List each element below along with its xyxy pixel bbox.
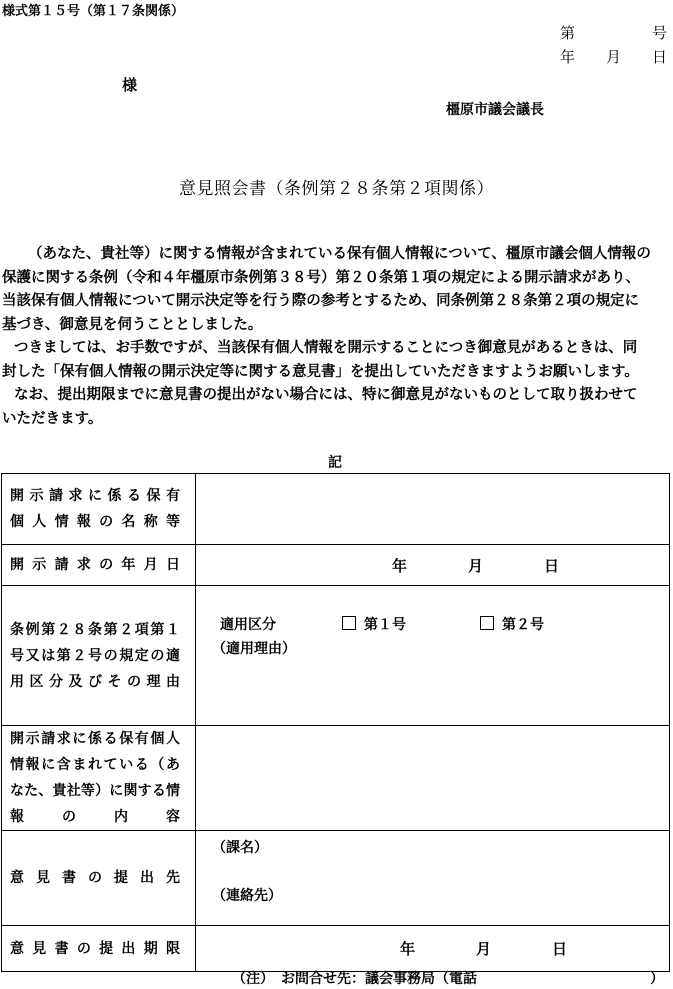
doc-number-label: 第 [560, 24, 576, 42]
row6-label [2, 926, 196, 972]
body-line: 保護に関する条例（令和４年橿原市条例第３８号）第２０条第１項の規定による開示請求があり、 [2, 268, 640, 286]
row5-contact: （連絡先） [212, 888, 282, 904]
row6-value[interactable] [196, 926, 670, 972]
row3-label [2, 586, 196, 726]
body-text [0, 242, 673, 430]
table-row [2, 831, 670, 926]
row4-label [2, 726, 196, 831]
page-title: 意見照会書（条例第２８条第２項関係） [179, 179, 494, 199]
sender: 橿原市議会議長 [446, 102, 544, 118]
row1-value[interactable] [196, 474, 670, 545]
table-row [2, 586, 670, 726]
row3-value[interactable] [196, 586, 670, 726]
row5-section: （課名） [212, 840, 268, 856]
row3-label-line1: 条例第２８条第２項第１ [10, 621, 180, 638]
doc-number-suffix: 号 [652, 24, 668, 42]
table-row [2, 726, 670, 831]
row3-option2-label: 第２号 [502, 617, 544, 633]
row3-category-label: 適用区分 [220, 617, 276, 633]
row3-label-line2: 号又は第２号の規定の適 [10, 647, 180, 664]
body-line: （あなた、貴社等）に関する情報が含まれている保有個人情報について、橿原市議会個人情報の [28, 245, 651, 262]
form-table [1, 473, 670, 972]
row4-label-line3: なた、貴社等）に関する情 [10, 783, 180, 799]
body-line: 当該保有個人情報について開示決定等を行う際の参考とするため、同条例第２８条第２項の規定に [2, 292, 640, 309]
row2-day: 日 [544, 557, 560, 575]
table-row [2, 474, 670, 545]
body-line: 封した「保有個人情報の開示決定等に関する意見書」を提出していただきますようお願いします。 [2, 362, 639, 380]
date-month: 月 [606, 48, 622, 66]
footer-close: ） [650, 971, 664, 987]
row2-value[interactable] [196, 545, 670, 586]
row2-label [2, 545, 196, 586]
row1-label-line2: 個人情報の名称等 [10, 514, 180, 530]
table-row [2, 926, 670, 972]
body-line: つきましては、お手数ですが、当該保有個人情報を開示することにつき御意見があるときは、同 [14, 339, 638, 356]
date-year: 年 [560, 48, 576, 66]
row4-label-line1: 開示請求に係る保有個人 [10, 731, 180, 747]
row5-value[interactable] [196, 831, 670, 926]
row2-label-text: 開示請求の年月日 [10, 557, 180, 573]
body-line: なお、提出期限までに意見書の提出がない場合には、特に御意見がないものとして取り扱わせて [14, 386, 638, 403]
row6-month: 月 [476, 940, 492, 958]
footer-note: （注） お問合せ先：議会事務局（電話 [232, 971, 477, 987]
row4-label-line2: 情報に含まれている（あ [10, 757, 180, 773]
row3-option1[interactable] [342, 614, 406, 634]
row3-option2[interactable] [480, 614, 544, 634]
checkbox-icon[interactable] [342, 616, 356, 630]
row1-label [2, 474, 196, 545]
row4-label-line4: 報の内容 [10, 809, 180, 825]
date-day: 日 [652, 48, 668, 66]
ki-heading: 記 [328, 455, 342, 471]
row5-label-text: 意見書の提出先 [10, 870, 180, 886]
checkbox-icon[interactable] [480, 616, 494, 630]
row3-label-line3: 用区分及びその理由 [10, 673, 180, 690]
row3-option1-label: 第１号 [364, 617, 406, 633]
body-line: いただきます。 [2, 409, 103, 427]
row2-year: 年 [392, 557, 408, 575]
form-number: 様式第１５号（第１７条関係） [2, 4, 185, 19]
row2-month: 月 [468, 557, 484, 575]
row6-year: 年 [400, 940, 416, 958]
addressee: 様 [122, 76, 138, 94]
table-row [2, 545, 670, 586]
row1-label-line1: 開示請求に係る保有 [10, 488, 180, 504]
body-line: 基づき、御意見を伺うこととしました。 [2, 315, 263, 333]
row6-label-text: 意見書の提出期限 [10, 940, 180, 957]
row6-day: 日 [552, 940, 568, 958]
row3-reason-label: （適用理由） [212, 641, 296, 657]
row4-value[interactable] [196, 726, 670, 831]
row5-label [2, 831, 196, 926]
